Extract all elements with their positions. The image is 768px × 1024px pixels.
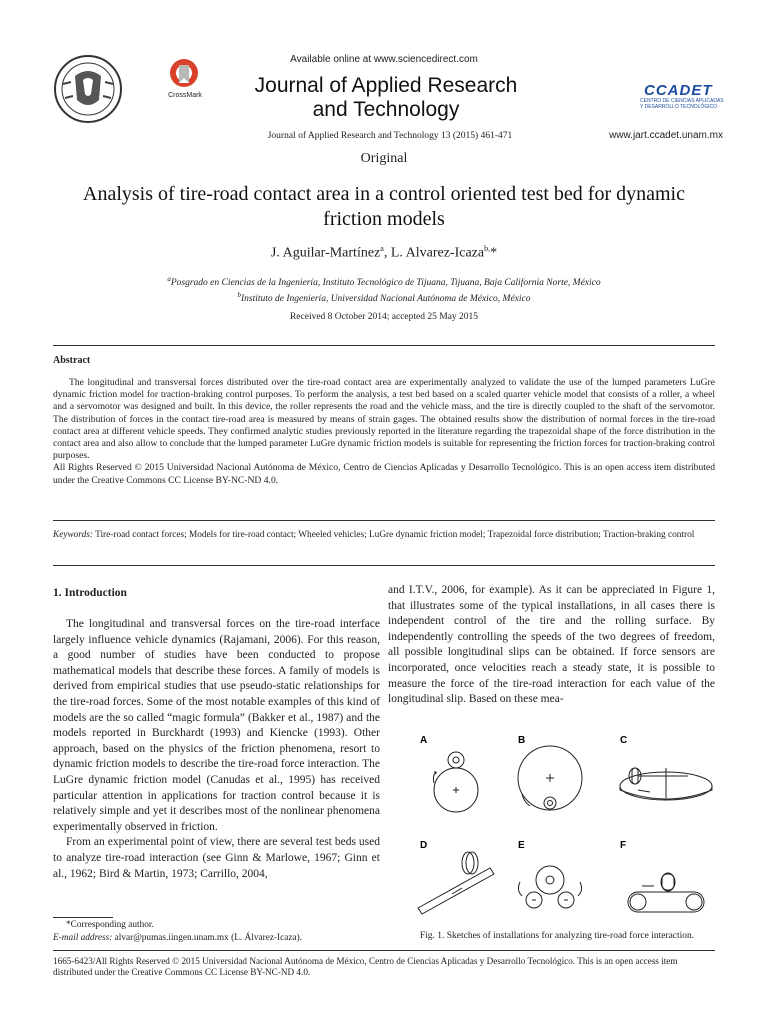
intro-paragraph-continued: and I.T.V., 2006, for example). As it can be appreciated in Figure 1, that illustrates some of the typical installations, in all cases there is independent control of the tire and the rolling surface. By independently controlling the speeds of the two degrees of freedom, all possible longitudinal slips can be obtained. If force sensors are incorporated, once velocities reach a steady state, it is possible to measure the force of the tire-road interaction for each value of the longitudinal slip. Based on these mea- bbox=[388, 584, 715, 706]
affiliation-b-mark: b bbox=[237, 291, 241, 299]
available-online-text: Available online at www.sciencedirect.com bbox=[290, 54, 478, 65]
sketch-a bbox=[433, 752, 478, 812]
affiliation-a-mark: a bbox=[167, 275, 171, 283]
keywords-bottom-rule bbox=[53, 565, 715, 566]
crossmark-label: CrossMark bbox=[168, 92, 202, 99]
abstract-top-rule bbox=[53, 345, 715, 346]
footer-copyright: 1665-6423/All Rights Reserved © 2015 Universidad Nacional Autónoma de México, Centro de Ciencias Aplicadas y Desarrollo Tecnológico. This is an open access item distributed under the Creative Commons CC License BY-NC-ND 4.0. bbox=[53, 956, 678, 978]
abstract-heading: Abstract bbox=[53, 355, 91, 366]
sketch-b bbox=[518, 746, 582, 810]
ccadet-subtitle bbox=[640, 99, 728, 110]
keywords-top-rule bbox=[53, 520, 715, 521]
affiliation-a bbox=[0, 275, 768, 288]
figure-label-e: E bbox=[518, 840, 525, 851]
sketch-f bbox=[628, 873, 704, 912]
corresponding-author-note: *Corresponding author. bbox=[66, 920, 154, 930]
journal-name-line1: Journal of Applied Research bbox=[254, 74, 518, 97]
abstract-body bbox=[53, 377, 715, 487]
left-column-text bbox=[53, 617, 380, 882]
affiliation-b-text: Instituto de Ingeniería, Universidad Nacional Autónoma de México, México bbox=[240, 294, 531, 305]
abstract-text: The longitudinal and transversal forces distributed over the tire-road contact area are experimentally analyzed to validate the use of the lumped parameters LuGre dynamic friction model for traction-braking control purposes. To perform the analysis, a test bed based on a scaled quarter vehicle model that consists of a roller, a wheel and a servomotor was designed and built. In this device, the roller represents the road and the vehicle mass, and the tire is directly coupled to the shaft of the servomotor. The distribution of forces in the contact tire-road area is measured by means of strain gages. The obtained results show the distribution of normal forces in the tire-road contact area at different vehicle speeds. They confirmed analytic studies previously reported in the literature regarding the trapezoidal shape of the force distribution in the contact area and also allow to conclude that the lumped parameter LuGre dynamic friction models is suitable for representing the friction forces for traction-braking control purposes. bbox=[53, 377, 715, 462]
sketch-e bbox=[518, 866, 581, 908]
keywords bbox=[53, 529, 715, 541]
figure-1-caption: Fig. 1. Sketches of installations for analyzing tire-road force interaction. bbox=[419, 931, 695, 941]
footnote-rule bbox=[53, 917, 113, 918]
section-heading-introduction: 1. Introduction bbox=[53, 587, 127, 599]
article-title-line2: friction models bbox=[323, 208, 445, 230]
email-address[interactable]: alvar@pumas.iingen.unam.mx (L. Álvarez-Icaza). bbox=[112, 933, 303, 943]
author-separator: , bbox=[383, 245, 391, 261]
article-title bbox=[40, 182, 728, 232]
author-2-affil-mark: b, bbox=[484, 244, 491, 253]
received-dates: Received 8 October 2014; accepted 25 May 2015 bbox=[289, 312, 479, 322]
abstract-rights: All Rights Reserved © 2015 Universidad Nacional Autónoma de México, Centro de Ciencias Aplicadas y Desarrollo Tecnológico. This is an open access item distributed under the Creative Commons CC License BY-NC-ND 4.0. bbox=[53, 462, 715, 486]
affiliation-b bbox=[0, 291, 768, 304]
author-1: J. Aguilar-Martínez bbox=[270, 245, 381, 261]
ccadet-subtitle-line2: Y DESARROLLO TECNOLÓGICO bbox=[640, 103, 718, 110]
figure-label-b: B bbox=[518, 735, 526, 746]
sketch-c bbox=[620, 768, 712, 800]
author-1-affil-mark: a bbox=[380, 244, 384, 253]
corresponding-author-star: * bbox=[490, 245, 498, 261]
figure-1 bbox=[398, 728, 716, 920]
keywords-list: Tire-road contact forces; Models for tire-road contact; Wheeled vehicles; LuGre dynamic friction model; Trapezoidal force distribution; Traction-braking control bbox=[92, 530, 695, 540]
journal-citation: Journal of Applied Research and Technology 13 (2015) 461-471 bbox=[267, 131, 513, 141]
figure-label-f: F bbox=[620, 840, 627, 851]
article-type: Original bbox=[360, 151, 408, 166]
right-column-text bbox=[388, 583, 715, 708]
crossmark-icon[interactable] bbox=[168, 58, 200, 92]
keywords-label: Keywords: bbox=[53, 530, 93, 540]
footer-rule bbox=[53, 950, 715, 951]
author-2: L. Alvarez-Icaza bbox=[390, 245, 485, 261]
figure-label-c: C bbox=[620, 735, 628, 746]
affiliation-a-text: Posgrado en Ciencias de la Ingeniería, Instituto Tecnológico de Tijuana, Tijuana, Baja California Norte, México bbox=[170, 278, 601, 289]
figure-label-a: A bbox=[420, 735, 428, 746]
email-footnote bbox=[53, 933, 302, 943]
intro-paragraph-1: The longitudinal and transversal forces on the tire-road interface largely influence vehicle dynamics (Rajamani, 2006). For this reason, a good number of studies have been conducted to propose mathematical models that describe these forces. A family of models is derived from empirical studies that use pseudo-static relationships for the tire-road forces. Some of the most notable examples of this kind of models are the so called “magic formula” (Bakker et al., 1987) and the models reported in Burckhardt (1993) and Kiencke (1993). Other approach, based on the physics of the friction phenomena, resort to dynamic friction models to describe the tire-road force interaction. The LuGre dynamic friction model (Canudas et al., 1995) has received particular attention in applications for traction control because it is relatively simple and yet it describes most of the nonlinear phenomena experimentally observed in friction. bbox=[53, 618, 380, 833]
unam-seal-logo bbox=[53, 54, 123, 124]
author-list bbox=[0, 244, 768, 262]
journal-name bbox=[240, 74, 532, 122]
intro-paragraph-2: From an experimental point of view, there are several test beds used to analyze tire-road interaction (see Ginn & Marlowe, 1967; Ginn et al., 1962; Bird & Martin, 1973; Carrillo, 2004, bbox=[53, 836, 380, 880]
ccadet-logo: CCADET bbox=[644, 82, 713, 99]
email-label: E-mail address: bbox=[53, 933, 113, 943]
journal-website[interactable]: www.jart.ccadet.unam.mx bbox=[609, 130, 723, 141]
journal-name-line2: and Technology bbox=[312, 98, 460, 121]
sketch-d bbox=[418, 852, 494, 914]
article-title-line1: Analysis of tire-road contact area in a control oriented test bed for dynamic bbox=[83, 183, 685, 205]
ccadet-subtitle-line1: CENTRO DE CIENCIAS APLICADAS bbox=[640, 98, 724, 104]
figure-label-d: D bbox=[420, 840, 428, 851]
